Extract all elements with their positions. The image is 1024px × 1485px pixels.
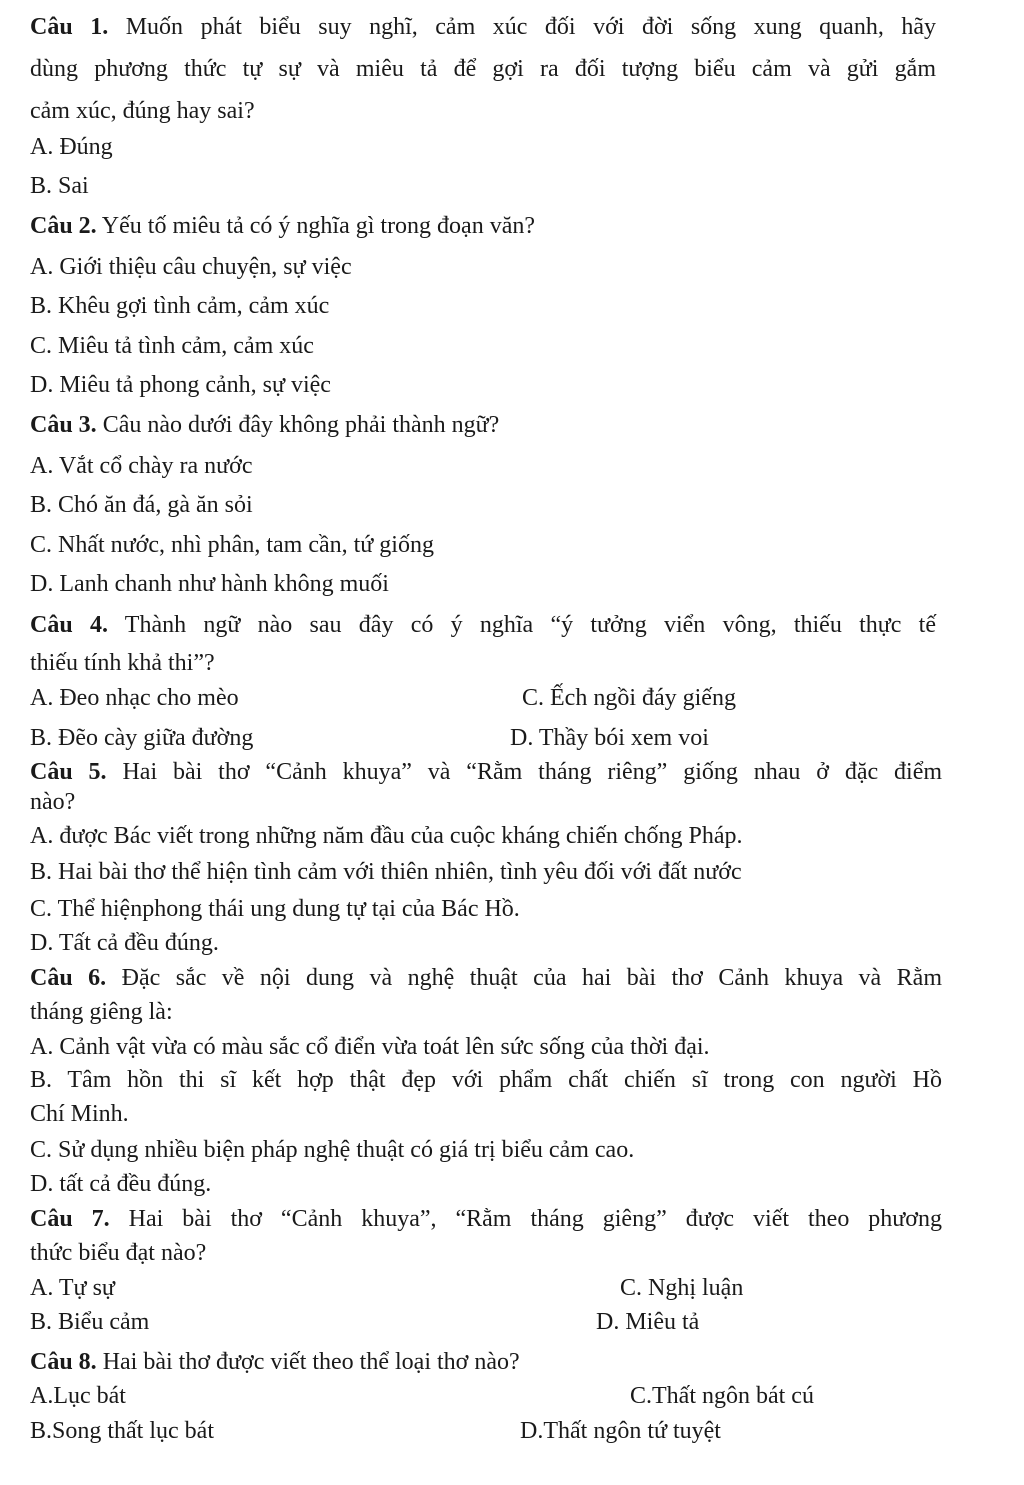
question-7-line-2: thức biểu đạt nào? (30, 1240, 207, 1266)
question-4-line-2: thiếu tính khả thi”? (30, 650, 215, 676)
option-5d: D. Tất cả đều đúng. (30, 930, 219, 956)
question-8: Câu 8. Hai bài thơ được viết theo thể loại thơ nào? (30, 1349, 520, 1375)
option-4c: C. Ếch ngồi đáy giếng (522, 685, 736, 711)
option-5c: C. Thể hiệnphong thái ung dung tự tại của Bác Hồ. (30, 896, 520, 922)
question-1-line-1: Câu 1. Muốn phát biểu suy nghĩ, cảm xúc đối với đời sống xung quanh, hãy (30, 14, 936, 40)
question-6-line-2: tháng giêng là: (30, 999, 173, 1025)
option-8c: C.Thất ngôn bát cú (630, 1383, 814, 1409)
option-7c: C. Nghị luận (620, 1275, 744, 1301)
question-3: Câu 3. Câu nào dưới đây không phải thành ngữ? (30, 412, 500, 438)
option-7d: D. Miêu tả (596, 1309, 700, 1335)
option-5a: A. được Bác viết trong những năm đầu của cuộc kháng chiến chống Pháp. (30, 823, 743, 849)
option-4d: D. Thầy bói xem voi (510, 725, 709, 751)
question-number: Câu 3. (30, 412, 97, 438)
option-8a: A.Lục bát (30, 1383, 126, 1409)
question-5-line-2: nào? (30, 789, 76, 815)
option-6c: C. Sử dụng nhiều biện pháp nghệ thuật có giá trị biểu cảm cao. (30, 1137, 635, 1163)
option-4a: A. Đeo nhạc cho mèo (30, 685, 239, 711)
question-5-line-1: Câu 5. Hai bài thơ “Cảnh khuya” và “Rằm tháng riêng” giống nhau ở đặc điểm (30, 759, 943, 785)
option-3b: B. Chó ăn đá, gà ăn sỏi (30, 492, 253, 518)
option-3c: C. Nhất nước, nhì phân, tam cần, tứ giống (30, 532, 434, 558)
option-6a: A. Cảnh vật vừa có màu sắc cổ điển vừa toát lên sức sống của thời đại. (30, 1034, 710, 1060)
question-2: Câu 2. Yếu tố miêu tả có ý nghĩa gì trong đoạn văn? (30, 213, 536, 239)
question-1-line-3: cảm xúc, đúng hay sai? (30, 98, 255, 124)
question-number: Câu 5. (30, 759, 107, 785)
option-7b: B. Biểu cảm (30, 1309, 150, 1335)
question-number: Câu 4. (30, 612, 108, 638)
question-6-line-1: Câu 6. Đặc sắc về nội dung và nghệ thuật của hai bài thơ Cảnh khuya và Rằm (30, 965, 942, 991)
option-6b-line-2: Chí Minh. (30, 1101, 129, 1127)
option-8b: B.Song thất lục bát (30, 1418, 214, 1444)
question-4-line-1: Câu 4. Thành ngữ nào sau đây có ý nghĩa “ý tưởng viển vông, thiếu thực tế (30, 612, 936, 638)
question-7-line-1: Câu 7. Hai bài thơ “Cảnh khuya”, “Rằm tháng giêng” được viết theo phương (30, 1206, 943, 1232)
option-7a: A. Tự sự (30, 1275, 115, 1301)
option-3d: D. Lanh chanh như hành không muối (30, 571, 389, 597)
option-2d: D. Miêu tả phong cảnh, sự việc (30, 372, 331, 398)
option-2c: C. Miêu tả tình cảm, cảm xúc (30, 333, 314, 359)
option-4b: B. Đẽo cày giữa đường (30, 725, 254, 751)
option-3a: A. Vắt cổ chày ra nước (30, 453, 253, 479)
question-number: Câu 6. (30, 965, 107, 991)
question-number: Câu 1. (30, 14, 109, 40)
option-5b: B. Hai bài thơ thể hiện tình cảm với thiên nhiên, tình yêu đối với đất nước (30, 859, 742, 885)
option-2a: A. Giới thiệu câu chuyện, sự việc (30, 254, 352, 280)
question-1-line-2: dùng phương thức tự sự và miêu tả để gợi ra đối tượng biểu cảm và gửi gắm (30, 56, 936, 82)
question-number: Câu 7. (30, 1206, 110, 1232)
option-1a: A. Đúng (30, 134, 113, 160)
option-6b-line-1: B. Tâm hồn thi sĩ kết hợp thật đẹp với phẩm chất chiến sĩ trong con người Hồ (30, 1067, 942, 1093)
question-number: Câu 8. (30, 1349, 97, 1375)
option-2b: B. Khêu gợi tình cảm, cảm xúc (30, 293, 330, 319)
option-1b: B. Sai (30, 173, 89, 199)
option-8d: D.Thất ngôn tứ tuyệt (520, 1418, 721, 1444)
question-number: Câu 2. (30, 213, 97, 239)
option-6d: D. tất cả đều đúng. (30, 1171, 212, 1197)
